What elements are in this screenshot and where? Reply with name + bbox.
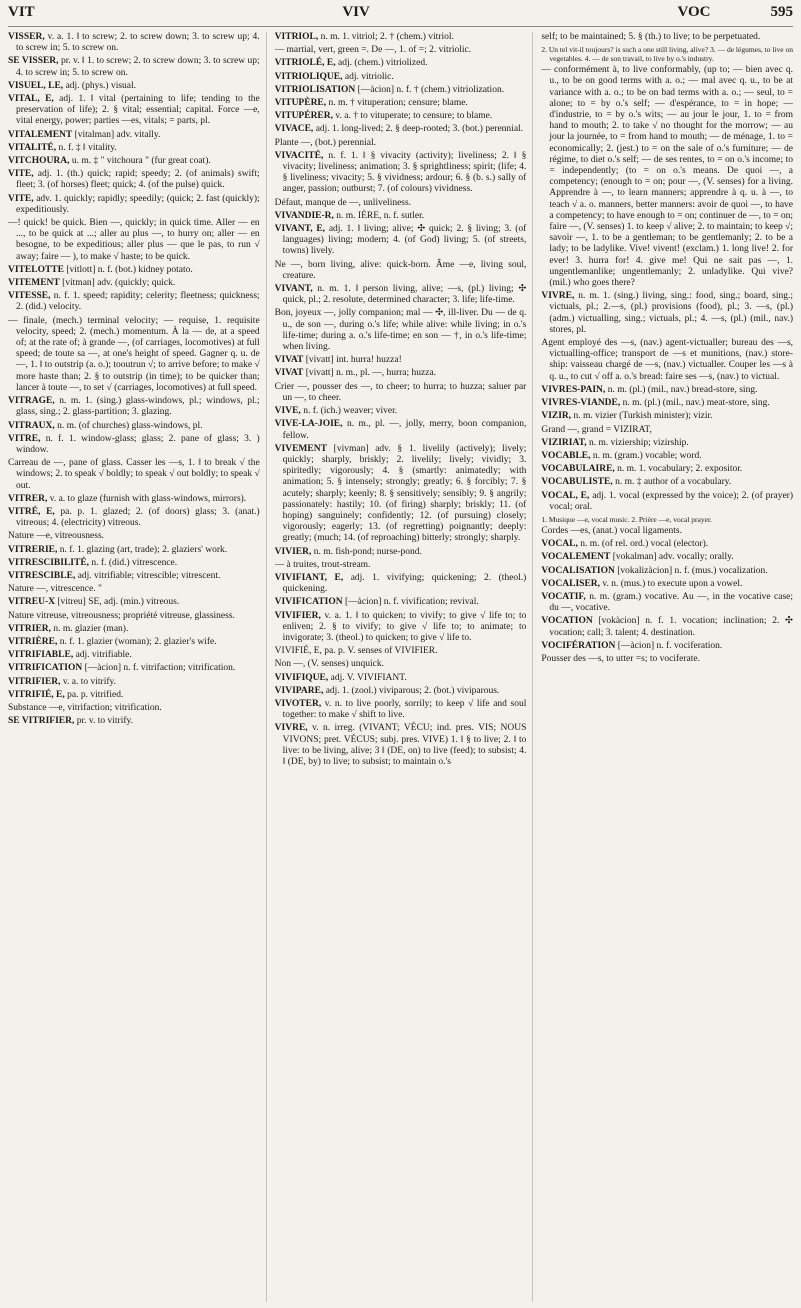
entry-definition: [vokalizàcion] n. f. (mus.) vocalization.: [617, 565, 768, 576]
entry-definition: Pousser des —s, to utter =s; to vociferate.: [541, 653, 700, 664]
dictionary-entry: [8, 458, 260, 492]
dictionary-entry: [8, 690, 260, 701]
dictionary-entry: [8, 396, 260, 418]
entry-definition: adj. 1. ‖ vital (pertaining to life; tending to the preservation of life); 2. § vital; essential; capital. Force —e, vital energy, power; parties —es, vitals; = parts, pl.: [16, 94, 260, 127]
entry-definition: n. m. 1. (sing.) glass-windows, pl.; windows, pl.; glass, sing.; 2. glass-partition; 3. glazing.: [16, 396, 260, 418]
dictionary-entry: [8, 434, 260, 456]
entry-headword: VIVIFICATION: [274, 597, 343, 608]
dictionary-entry: [8, 94, 260, 128]
entry-definition: self; to be maintained; 5. § (th.) to live; to be perpetuated.: [541, 32, 761, 42]
entry-definition: pr. v. ‖ 1. to screw; 2. to screw down; 3. to screw up; 4. to screw in; 5. to screw on.: [16, 56, 260, 78]
entry-definition: [vivatt] int. hurra! huzza!: [305, 355, 402, 366]
entry-definition: adj. 1. vivifying; quickening; 2. (theol.) quickening.: [282, 572, 527, 595]
entry-definition: — martial, vert, green =. De —, 1. of =; 2. vitriolic.: [274, 45, 472, 56]
dictionary-entry: [8, 194, 260, 216]
entry-definition: adj. 1. (zool.) viviparous; 2. (bot.) viviparous.: [325, 685, 500, 696]
entry-headword: VOCAL, E,: [541, 490, 590, 501]
dictionary-entry: [541, 526, 793, 537]
dictionary-entry: [275, 547, 527, 558]
dictionary-entry: [541, 566, 793, 577]
entry-definition: n. m. (of churches) glass-windows, pl.: [57, 420, 203, 431]
entry-definition: v. a. to vitrify.: [62, 676, 117, 687]
dictionary-entry: [541, 425, 793, 436]
entry-definition: n. m. 1. ‖ person living, alive; —s, (pl.) living; ✣ quick, pl.; 2. resolute, determined character; 3. life; life-time.: [282, 284, 527, 306]
header-right-group: [677, 4, 793, 21]
entry-definition: n. m. (gram.) vocative. Au —, in the vocative case; du —, vocative.: [549, 591, 794, 614]
entry-headword: VIVOTER,: [274, 698, 322, 709]
entry-definition: Non —, (V. senses) unquick.: [274, 659, 385, 670]
entry-definition: n. m. viziership; vizirship.: [589, 437, 689, 448]
entry-headword: VITESSE,: [8, 291, 51, 302]
dictionary-entry: [541, 464, 793, 475]
entry-definition: n. m. ‡ author of a vocabulary.: [615, 477, 732, 488]
entry-headword: VISSER,: [8, 32, 45, 42]
entry-definition: [vivatt] n. m., pl. —, hurra; huzza.: [305, 368, 437, 379]
entry-headword: VIVIFIANT, E,: [274, 572, 344, 583]
dictionary-entry: [8, 494, 260, 505]
entry-definition: Agent employé des —s, (nav.) agent-victualler; bureau des —s, victualling-office; transport de —s et munitions, (nav.) store-ship: vaisseau chargé de —s, (nav.) victualler. Couper les —s à q. u., to cut √ off a. o.'s bread: faire ses —s, (nav.) to victual.: [541, 338, 794, 382]
entry-definition: v. n. (mus.) to execute upon a vowel.: [602, 578, 743, 589]
entry-headword: VIVRES-VIANDE,: [541, 398, 621, 409]
entry-headword: VIVIFIER,: [274, 610, 321, 621]
entry-headword: VITRE,: [8, 433, 41, 444]
entry-definition: Nature —, vitrescence. ": [8, 584, 102, 595]
entry-definition: v. a. to glaze (furnish with glass-windows, mirrors).: [49, 493, 247, 504]
dictionary-entry: [8, 624, 260, 635]
entry-headword: VOCALISATION: [541, 565, 615, 576]
entry-definition: n. m. 1. (sing.) living, sing.: food, sing.; board, sing.; victuals, pl.; 2.—s, (pl.) provisions (food), pl.; 3. —s, (pl.) (adm.) victualling, sing.; victuals, pl.; 4. —s, (pl.) (mil., nav.) stores, pl.: [549, 291, 794, 335]
entry-headword: VOCIFÉRATION: [541, 640, 616, 651]
entry-definition: [vitalman] adv. vitally.: [74, 129, 161, 140]
entry-headword: VITUPÉRER,: [274, 111, 333, 122]
entry-definition: Substance —e, vitrifaction; vitrification.: [8, 702, 162, 713]
column-left: [8, 32, 267, 1302]
entry-headword: VIVE,: [274, 406, 301, 417]
entry-definition: n. m. (pl.) (mil., nav.) meat-store, sing.: [622, 398, 770, 409]
column-right: [541, 32, 793, 1302]
dictionary-entry: [275, 573, 527, 595]
entry-headword: VIVANT,: [274, 284, 313, 295]
entry-definition: [vitreu] SE, adj. (min.) vitreous.: [57, 597, 180, 608]
guide-word-right: VOC: [677, 4, 711, 20]
entry-definition: Crier —, pousser des —, to cheer; to hurra; to huzza; saluer par un —, to cheer.: [274, 381, 527, 403]
entry-headword: VITRAUX,: [8, 420, 55, 431]
entry-headword: VITALITÉ,: [8, 142, 57, 153]
dictionary-entry: [541, 32, 793, 43]
entry-definition: v. n. to live poorly, sorrily; to keep √ life and soul together: to make √ shift to live.: [282, 698, 527, 721]
dictionary-entry: [8, 265, 260, 276]
entry-definition: v. a. 1. ‖ to screw; 2. to screw down; 3. to screw up; 4. to screw in; 5. to screw on.: [16, 32, 260, 54]
dictionary-entry: [275, 382, 527, 404]
dictionary-entry: [275, 308, 527, 353]
dictionary-entry: [275, 138, 527, 149]
column-middle: [275, 32, 534, 1302]
entry-definition: v. a. † to vituperate; to censure; to blame.: [335, 111, 493, 122]
entry-headword: VIVIFIQUE,: [274, 672, 329, 683]
entry-headword: VIVACE,: [274, 124, 314, 135]
dictionary-entry: [8, 611, 260, 622]
dictionary-entry: [541, 411, 793, 422]
dictionary-entry: [8, 278, 260, 289]
entry-definition: pa. p. 1. glazed; 2. (of doors) glass; 3. (anat.) vitreous; 4. (electricity) vitreous.: [16, 506, 260, 529]
entry-definition: 2. Un tel vit-il toujours? is such a one still living, alive? 3. — de légumes, to live on vegetables. 4. — de son travail, to live by o.'s industry.: [541, 45, 794, 64]
dictionary-entry: [275, 98, 527, 109]
entry-definition: Grand —, grand = VIZIRAT,: [541, 424, 652, 435]
entry-definition: n. m. glazier (man).: [53, 623, 129, 634]
dictionary-entry: [541, 654, 793, 665]
dictionary-entry: [8, 156, 260, 167]
dictionary-entry: [8, 703, 260, 714]
entry-definition: [—àcion] n. f. † (chem.) vitriolization.: [357, 84, 505, 95]
entry-definition: n. m. fish-pond; nurse-pond.: [313, 546, 422, 557]
entry-definition: adv. 1. quickly; rapidly; speedily; (quick; 2. fast (quickly); expeditiously.: [16, 193, 260, 215]
dictionary-entry: [275, 444, 527, 545]
dictionary-entry: [8, 56, 260, 78]
dictionary-entry: [275, 611, 527, 645]
entry-headword: VIVACITÉ,: [274, 150, 324, 161]
dictionary-entry: [275, 597, 527, 608]
entry-definition: [vitman] adv. (quickly; quick.: [62, 278, 176, 289]
entry-headword: SE VISSER,: [8, 56, 59, 67]
entry-headword: VIVEMENT: [274, 443, 327, 454]
dictionary-entry: [541, 438, 793, 449]
dictionary-entry: [541, 398, 793, 409]
entry-definition: n. m. † vituperation; censure; blame.: [328, 98, 468, 109]
entry-headword: VITRESCIBLE,: [8, 570, 76, 581]
dictionary-entry: [8, 545, 260, 556]
dictionary-entry: [8, 650, 260, 661]
entry-headword: VITUPÈRE,: [274, 98, 327, 109]
dictionary-entry: [8, 597, 260, 608]
dictionary-entry: [541, 291, 793, 336]
entry-headword: VITCHOURA,: [8, 156, 70, 167]
dictionary-entry: [8, 130, 260, 141]
dictionary-entry: [8, 677, 260, 688]
entry-definition: n. m. 1. vitriol; 2. † (chem.) vitriol.: [320, 32, 454, 42]
entry-headword: VITALEMENT: [8, 129, 73, 140]
entry-headword: VIVAT: [274, 355, 304, 366]
entry-definition: adj. vitriolic.: [344, 71, 394, 82]
entry-definition: adj. vitrifiable.: [75, 650, 132, 661]
dictionary-entry: [275, 151, 527, 196]
entry-definition: pa. p. vitrified.: [67, 689, 124, 700]
entry-definition: Nature —e, vitreousness.: [8, 531, 105, 542]
dictionary-entry: [275, 646, 527, 657]
dictionary-entry: [275, 198, 527, 209]
dictionary-entry: [8, 291, 260, 313]
entry-definition: — finale, (mech.) terminal velocity; — requise, 1. requisite velocity, speed; 2. (mech.) momentum. À la — de, at a speed of; at the rate of; à grande —, (of carriages, locomotives) at full speed; de toute sa —, at one's height of speed. Gagner q. u. de —, 1. ‖ to outstrip (a. o.); tooutrun √; to arrive before; to make √ more haste than; 2. § to outstrip (in time); to be quicker than; lancer à toute —, to set √ (carriages, locomotives) at full speed.: [8, 315, 260, 393]
entry-headword: VIVANT, E,: [274, 224, 326, 235]
entry-definition: n. f. 1. glazier (woman); 2. glazier's wife.: [59, 636, 217, 647]
dictionary-entry: [8, 143, 260, 154]
dictionary-entry: [541, 616, 793, 638]
entry-definition: adj. 1. long-lived; 2. § deep-rooted; 3. (bot.) perennial.: [315, 124, 524, 135]
dictionary-entry: [8, 32, 260, 54]
entry-definition: —! quick! be quick. Bien —, quickly; in quick time. Aller — en ..., to be quick at ...; aller au plus —, to hurry on; aller — en besogne, to be expeditious; aller plus — que le pas, to run √ away; faire — ), to make √ haste; to be quick.: [8, 218, 260, 262]
entry-headword: VOCABULISTE,: [541, 477, 613, 488]
dictionary-entry: [8, 637, 260, 648]
dictionary-entry: [8, 584, 260, 595]
dictionary-entry: [275, 723, 527, 768]
entry-definition: Carreau de —, pane of glass. Casser les —s, 1. ‖ to break √ the windows; 2. to speak √ boldly; to speak √ out boldly; to speak √ out.: [8, 458, 260, 491]
dictionary-entry: [275, 260, 527, 282]
entry-definition: n. m. (gram.) vocable; word.: [592, 450, 702, 461]
entry-headword: VISUEL, LE,: [8, 80, 64, 91]
entry-definition: n. f. ‡ ‖ vitality.: [58, 142, 117, 153]
entry-headword: VIVRE,: [541, 291, 575, 302]
entry-headword: VIVRES-PAIN,: [541, 384, 606, 395]
entry-definition: n. m. IÈRE, n. f. sutler.: [336, 210, 425, 221]
entry-headword: VIVAT: [274, 368, 304, 379]
dictionary-entry: [541, 477, 793, 488]
entry-definition: v. n. irreg. (VIVANT; VÉCU; ind. pres. VIS; NOUS VIVONS; pret. VÉCUS; subj. pres. VIVE) 1. ‖ § to live; 2. ‖ to live: to be living, alive; 3 ‖ (DE, on) to live (feed); to subsist; 4. ‖ (DE, by) to live; to subsist; to maintain o.'s: [282, 723, 527, 767]
dictionary-columns: [8, 32, 793, 1302]
dictionary-entry: [8, 531, 260, 542]
entry-headword: VIZIR,: [541, 411, 572, 422]
entry-definition: [vivman] adv. § 1. livelily (actively); lively; quickly; sharply, briskly; 2. livelily; lively; vividly; 3. spiritedly; vigorously; 4. § (smartly: animatedly; with animation; 5. § intensely; strongly; greatly; 6. § forcibly; 7. § acutely; sharply; keenly; 8. § sensitively; sensibly; 9. § angrily; passionately: hastily; 10. (of firing) sharply; briskly; 11. (of hoping) sanguinely; confidently; 12. (of pursuing) closely; vigorously; eagerly; 13. (of regretting) poignantly; deeply: greatly; (much; 14. (of reproaching) bitterly; strongly; sharply.: [282, 443, 527, 544]
entry-headword: VITREU-X: [8, 597, 55, 608]
entry-definition: Cordes —es, (anat.) vocal ligaments.: [541, 525, 682, 536]
dictionary-entry: [541, 552, 793, 563]
guide-word-center: VIV: [342, 4, 370, 20]
entry-definition: Nature vitreuse, vitreousness; propriété vitreuse, glassiness.: [8, 610, 235, 621]
entry-headword: VIVIPARE,: [274, 685, 324, 696]
entry-headword: VOCATION: [541, 616, 593, 627]
entry-headword: VITE,: [8, 169, 34, 180]
entry-headword: VITRESCIBILITÉ,: [8, 557, 90, 568]
entry-definition: [vitlott] n. f. (bot.) kidney potato.: [66, 264, 193, 275]
entry-headword: VIVANDIE-R,: [274, 210, 334, 221]
entry-headword: VITE,: [8, 193, 34, 204]
dictionary-entry: [8, 507, 260, 529]
dictionary-entry: [275, 45, 527, 56]
entry-headword: VITRIFIER,: [8, 676, 61, 687]
entry-headword: SE VITRIFIER,: [8, 716, 75, 727]
entry-headword: VIVE-LA-JOIE,: [274, 419, 343, 430]
entry-headword: VITRÉ, E,: [8, 506, 55, 517]
dictionary-entry: [275, 211, 527, 222]
dictionary-entry: [275, 58, 527, 69]
entry-definition: adj. V. VIVIFIANT.: [330, 672, 407, 683]
entry-headword: VOCALEMENT: [541, 552, 611, 563]
entry-definition: n. f. 1. ‖ § vivacity (activity); liveliness; 2. ‖ § vivacity; liveliness; animation; 3. § sprightliness; spirit; (life; 4. § liveliness; vivacity; 5. § vividness; ardour; 6. § (b. s.) sally of anger, passion; outburst; 7. (of colours) vividness.: [282, 150, 527, 195]
dictionary-entry: [8, 716, 260, 727]
dictionary-entry: [541, 385, 793, 396]
entry-definition: n. f. (ich.) weaver; viver.: [303, 406, 398, 417]
entry-definition: Plante —, (bot.) perennial.: [274, 137, 376, 148]
dictionary-entry: [541, 451, 793, 462]
dictionary-entry: [8, 421, 260, 432]
dictionary-entry: [275, 419, 527, 441]
entry-headword: VITRIER,: [8, 623, 52, 634]
dictionary-entry: [8, 558, 260, 569]
entry-headword: VITAL, E,: [8, 94, 54, 105]
entry-definition: v. a. 1. ‖ to quicken; to vivify; to give √ life to; to enliven; 2. § to vivify; to give √ life to; to animate; to invigorate; 3. (theol.) to quicken; to give √ life to.: [282, 610, 527, 643]
dictionary-entry: [8, 81, 260, 92]
dictionary-entry: [275, 224, 527, 258]
dictionary-entry: [275, 284, 527, 306]
entry-headword: VITRIÈRE,: [8, 636, 58, 647]
entry-headword: VITRER,: [8, 493, 48, 504]
entry-definition: n. m. (pl.) (mil., nav.) bread-store, sing.: [607, 384, 758, 395]
entry-definition: — conformément à, to live conformably, (up to; — bien avec q. u., to be on good terms with a. o.; — mal avec q. u., to be at variance with a. o.; to be on bad terms with a. o.; — seul, to = alone; to = by o.'s self; — d'espérance, to = in hope; — d'industrie, to = by o.'s wits; — au jour le jour, 1. to = from hand to mouth; 2. to take √ no thought for the morrow; — au jour la journée, to = from hand to mouth; — de ménage, 1. to = economically; 2. (jest.) to = on the sale of o.'s furniture; — de régime, to diet o.'s self; — de ses rentes, to = on o.'s income; to = independently; (to = on o.'s means. De quoi —, a competency; (enough to = on; pour —, (V. senses) for a living. Apprendre à —, to learn manners; apprendre à q. u. à —, to teach √ a. o. manners, better manners: avoir de quoi —, to have a competency; to have enough to = on; continuer de —, to = on; faire —, (V. senses) 1. to keep √ alive; 2. to maintain; to keep √; savoir —, 1. to be a gentleman; to be gentlemanly; 2. to be a lady; to be ladylike. Vive! vivent! (exclam.) 1. long live! 2. for ever! 3. hurra for! 4. give me! Qui ne sait pas —, 1. ungentlemanlike; ungentlemanly; 2. unladylike. Qui vive? (mil.) who goes there?: [541, 65, 794, 289]
dictionary-entry: [275, 406, 527, 417]
entry-definition: Ne —, born living, alive: quick-born. Âme —e, living soul, creature.: [274, 259, 527, 281]
dictionary-entry: [275, 673, 527, 684]
entry-headword: VITEMENT: [8, 278, 60, 289]
entry-headword: VITRAGE,: [8, 396, 55, 407]
entry-headword: VITELOTTE: [8, 264, 64, 275]
entry-headword: VITRIOLIQUE,: [274, 71, 343, 82]
entry-headword: VOCALISER,: [541, 578, 601, 589]
dictionary-entry: [275, 124, 527, 135]
entry-headword: VIVRE,: [274, 723, 308, 734]
entry-definition: n. m. (of rel. ord.) vocal (elector).: [580, 539, 709, 550]
entry-definition: — à truites, trout-stream.: [274, 559, 371, 570]
entry-headword: VOCAL,: [541, 539, 578, 550]
dictionary-entry: [275, 686, 527, 697]
entry-definition: [vokalman] adv. vocally; orally.: [612, 552, 734, 563]
entry-headword: VITRIFIABLE,: [8, 650, 74, 661]
entry-definition: n. m., pl. —, jolly, merry, boon companion, fellow.: [282, 419, 527, 441]
dictionary-entry: [275, 111, 527, 122]
dictionary-entry: [275, 560, 527, 571]
entry-definition: n. f. 1. glazing (art, trade); 2. glaziers' work.: [59, 544, 228, 555]
entry-headword: VITRIOLÉ, E,: [274, 58, 336, 69]
entry-definition: adj. 1. vocal (expressed by the voice); 2. (of prayer) vocal; oral.: [549, 490, 793, 512]
entry-definition: adj. vitrifiable; vitrescible; vitrescent.: [77, 570, 221, 581]
dictionary-entry: [541, 338, 793, 383]
entry-definition: [vokàcion] n. f. 1. vocation; inclination; 2. ✣ vocation; call; 3. talent; 4. destination.: [549, 616, 794, 638]
dictionary-entry: [275, 32, 527, 43]
entry-definition: adj. 1. ‖ living; alive; ✣ quick; 2. § living; 3. (of languages) living; modern; 4. (of God) living; 5. (of streets, towns) lively.: [282, 224, 527, 257]
dictionary-entry: [275, 355, 527, 366]
entry-definition: Bon, joyeux —, jolly companion; mal — ✣, ill-liver. Du — de q. u., de son —, during o.'s life; while alive: while living; in o.'s life-time; during a. o.'s life-time; en son — †, in o.'s life-time; when living.: [274, 308, 527, 353]
dictionary-entry: [275, 85, 527, 96]
dictionary-entry: [275, 72, 527, 83]
dictionary-entry: [8, 218, 260, 263]
entry-definition: [—àcion] n. f. vitrifaction; vitrification.: [84, 663, 236, 674]
running-header: [8, 4, 793, 27]
dictionary-entry: [541, 65, 793, 289]
dictionary-entry: [541, 641, 793, 652]
entry-definition: adj. 1. (th.) quick; rapid; speedy; 2. (of animals) swift; fleet; 3. (of horses) fleet; quick; 4. (of the pulse) quick.: [16, 169, 260, 191]
entry-definition: 1. Musique —e, vocal music. 2. Prière —e, vocal prayer.: [541, 514, 712, 524]
entry-definition: VIVIFIÉ, E, pa. p. V. senses of VIVIFIER.: [274, 646, 438, 657]
entry-definition: n. f. (did.) vitrescence.: [91, 557, 178, 568]
dictionary-entry: [541, 515, 793, 524]
dictionary-entry: [8, 571, 260, 582]
entry-headword: VITRIOL,: [274, 32, 319, 42]
entry-headword: VITRIOLISATION: [274, 84, 356, 95]
dictionary-entry: [275, 659, 527, 670]
entry-headword: VOCABULAIRE,: [541, 464, 615, 475]
dictionary-entry: [541, 579, 793, 590]
dictionary-entry: [8, 169, 260, 191]
entry-headword: VITRIFIÉ, E,: [8, 689, 65, 700]
entry-definition: n. m. vizier (Turkish minister); vizir.: [573, 411, 713, 422]
entry-definition: n. f. 1. speed; rapidity; celerity; fleetness; quickness; 2. (did.) velocity.: [16, 291, 260, 313]
guide-word-left: VIT: [8, 4, 35, 20]
dictionary-entry: [541, 491, 793, 513]
dictionary-entry: [275, 368, 527, 379]
entry-headword: VOCATIF,: [541, 591, 586, 602]
entry-definition: adj. (phys.) visual.: [65, 80, 137, 91]
entry-definition: adj. (chem.) vitriolized.: [338, 58, 428, 69]
entry-definition: n. m. 1. vocabulary; 2. expositor.: [617, 464, 743, 475]
entry-definition: u. m. ‡ " vitchoura " (fur great coat).: [71, 156, 211, 167]
entry-definition: [—àcion] n. f. vociferation.: [617, 640, 723, 651]
dictionary-entry: [8, 316, 260, 394]
entry-headword: VITRIFICATION: [8, 663, 83, 674]
entry-definition: [—àcion] n. f. vivification; revival.: [344, 597, 479, 608]
dictionary-entry: [541, 45, 793, 63]
entry-headword: VITRERIE,: [8, 544, 58, 555]
entry-definition: Défaut, manque de —, unliveliness.: [274, 197, 412, 208]
entry-definition: pr. v. to vitrify.: [76, 716, 134, 727]
dictionary-entry: [541, 592, 793, 614]
dictionary-entry: [541, 539, 793, 550]
entry-headword: VIZIRIAT,: [541, 437, 587, 448]
page-number: 595: [770, 4, 793, 20]
entry-headword: VOCABLE,: [541, 450, 591, 461]
entry-definition: n. f. 1. window-glass; glass; 2. pane of glass; 3. ) window.: [16, 433, 260, 455]
entry-headword: VIVIER,: [274, 546, 312, 557]
dictionary-entry: [275, 699, 527, 721]
dictionary-entry: [8, 663, 260, 674]
